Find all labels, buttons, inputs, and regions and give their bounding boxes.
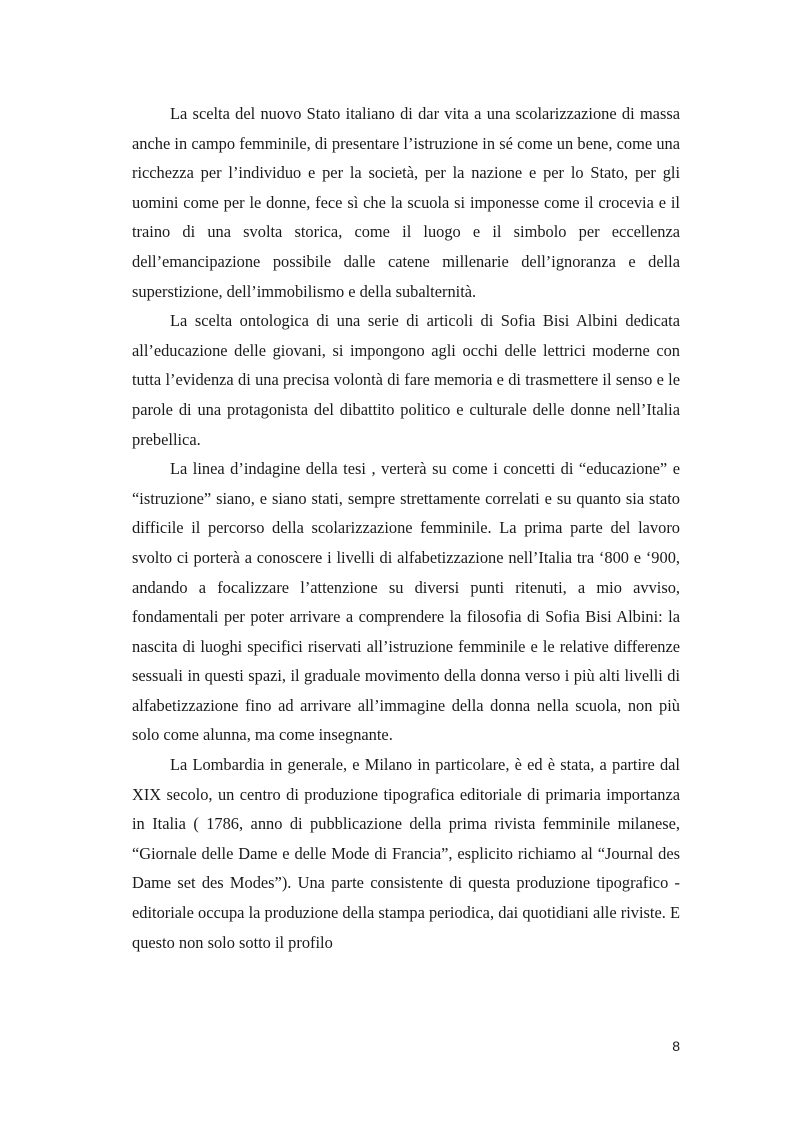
paragraph-1: La scelta del nuovo Stato italiano di dar vita a una scolarizzazione di massa anche in campo femminile, di presentare l’istruzione in sé come un bene, come una ricchezza per l’individuo e per la società, per la nazione e per lo Stato, per gli uomini come per le donne, fece sì che la scuola si imponesse come il crocevia e il traino di una svolta storica, come il luogo e il simbolo per eccellenza dell’emancipazione possibile dalle catene millenarie dell’ignoranza e della superstizione, dell’immobilismo e della subalternità.	[132, 104, 680, 301]
paragraph-2: La scelta ontologica di una serie di articoli di Sofia Bisi Albini dedicata all’educazione delle giovani, si impongono agli occhi delle lettrici moderne con tutta l’evidenza di una precisa volontà di fare memoria e di trasmettere il senso e le parole di una protagonista del dibattito politico e culturale delle donne nell’Italia prebellica.	[132, 311, 680, 449]
document-body	[132, 99, 680, 957]
paragraph-3: La linea d’indagine della tesi , verterà su come i concetti di “educazione” e “istruzione” siano, e siano stati, sempre strettamente correlati e su quanto sia stato difficile il percorso della scolarizzazione femminile. La prima parte del lavoro svolto ci porterà a conoscere i livelli di alfabetizzazione nell’Italia tra ‘800 e ‘900, andando a focalizzare l’attenzione su diversi punti ritenuti, a mio avviso, fondamentali per poter arrivare a comprendere la filosofia di Sofia Bisi Albini: la nascita di luoghi specifici riservati all’istruzione femminile e le relative differenze sessuali in questi spazi, il graduale movimento della donna verso i più alti livelli di alfabetizzazione fino ad arrivare all’immagine della donna nella scuola, non più solo come alunna, ma come insegnante.	[132, 459, 680, 745]
paragraph-4: La Lombardia in generale, e Milano in particolare, è ed è stata, a partire dal XIX secolo, un centro di produzione tipografica editoriale di primaria importanza in Italia ( 1786, anno di pubblicazione della prima rivista femminile milanese, “Giornale delle Dame e delle Mode di Francia”, esplicito richiamo al “Journal des Dame set des Modes”). Una parte consistente di questa produzione tipografico - editoriale occupa la produzione della stampa periodica, dai quotidiani alle riviste. E questo non solo sotto il profilo	[132, 755, 680, 952]
page-number: 8	[672, 1038, 680, 1054]
